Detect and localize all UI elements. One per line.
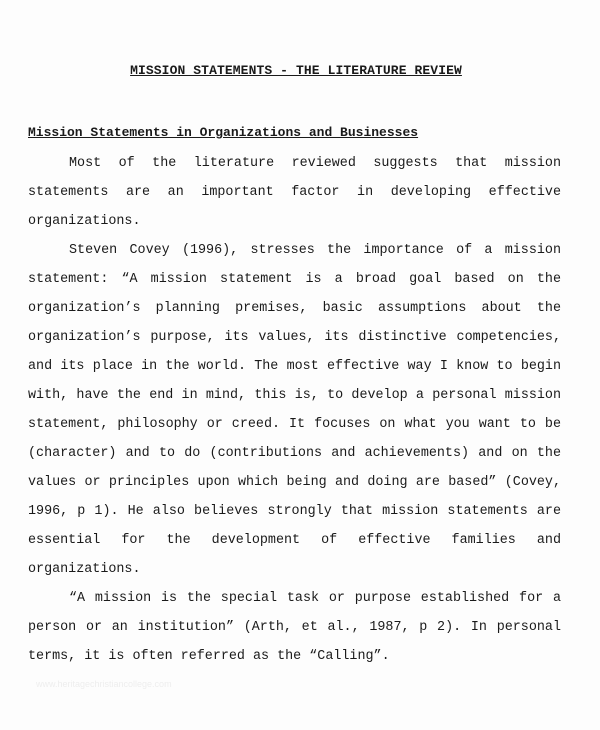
paragraph-line: “A mission is the special task or purpose established for a [69,591,561,606]
paragraph-line: (character) and to do (contributions and achievements) and on the [28,446,561,461]
paragraph-line: and its place in the world. The most effective way I know to begin [28,359,561,374]
paragraph-line: organization’s planning premises, basic assumptions about the [28,301,561,316]
document-title: MISSION STATEMENTS - THE LITERATURE REVIEW [130,63,462,78]
paragraph-line: terms, it is often referred as the “Calling”. [28,649,390,664]
section-heading: Mission Statements in Organizations and Businesses [28,125,419,140]
paragraph-line: organizations. [28,562,141,577]
paragraph-line: organization’s purpose, its values, its distinctive competencies, [28,330,561,345]
paragraph-line: essential for the development of effective families and [28,533,561,548]
paragraph-line: statements are an important factor in developing effective [28,185,561,200]
watermark-text: www.heritagechristiancollege.com [36,679,172,689]
paragraph-line: values or principles upon which being and doing are based” (Covey, [28,475,561,490]
paragraph-line: statement, philosophy or creed. It focuses on what you want to be [28,417,561,432]
paragraph-line: Most of the literature reviewed suggests that mission [69,156,561,171]
paragraph-line: person or an institution” (Arth, et al., 1987, p 2). In personal [28,620,561,635]
paragraph-line: with, have the end in mind, this is, to develop a personal mission [28,388,561,403]
paragraph-line: Steven Covey (1996), stresses the importance of a mission [69,243,561,258]
paragraph-line: statement: “A mission statement is a broad goal based on the [28,272,561,287]
paragraph-line: 1996, p 1). He also believes strongly that mission statements are [28,504,561,519]
paragraph-line: organizations. [28,214,141,229]
